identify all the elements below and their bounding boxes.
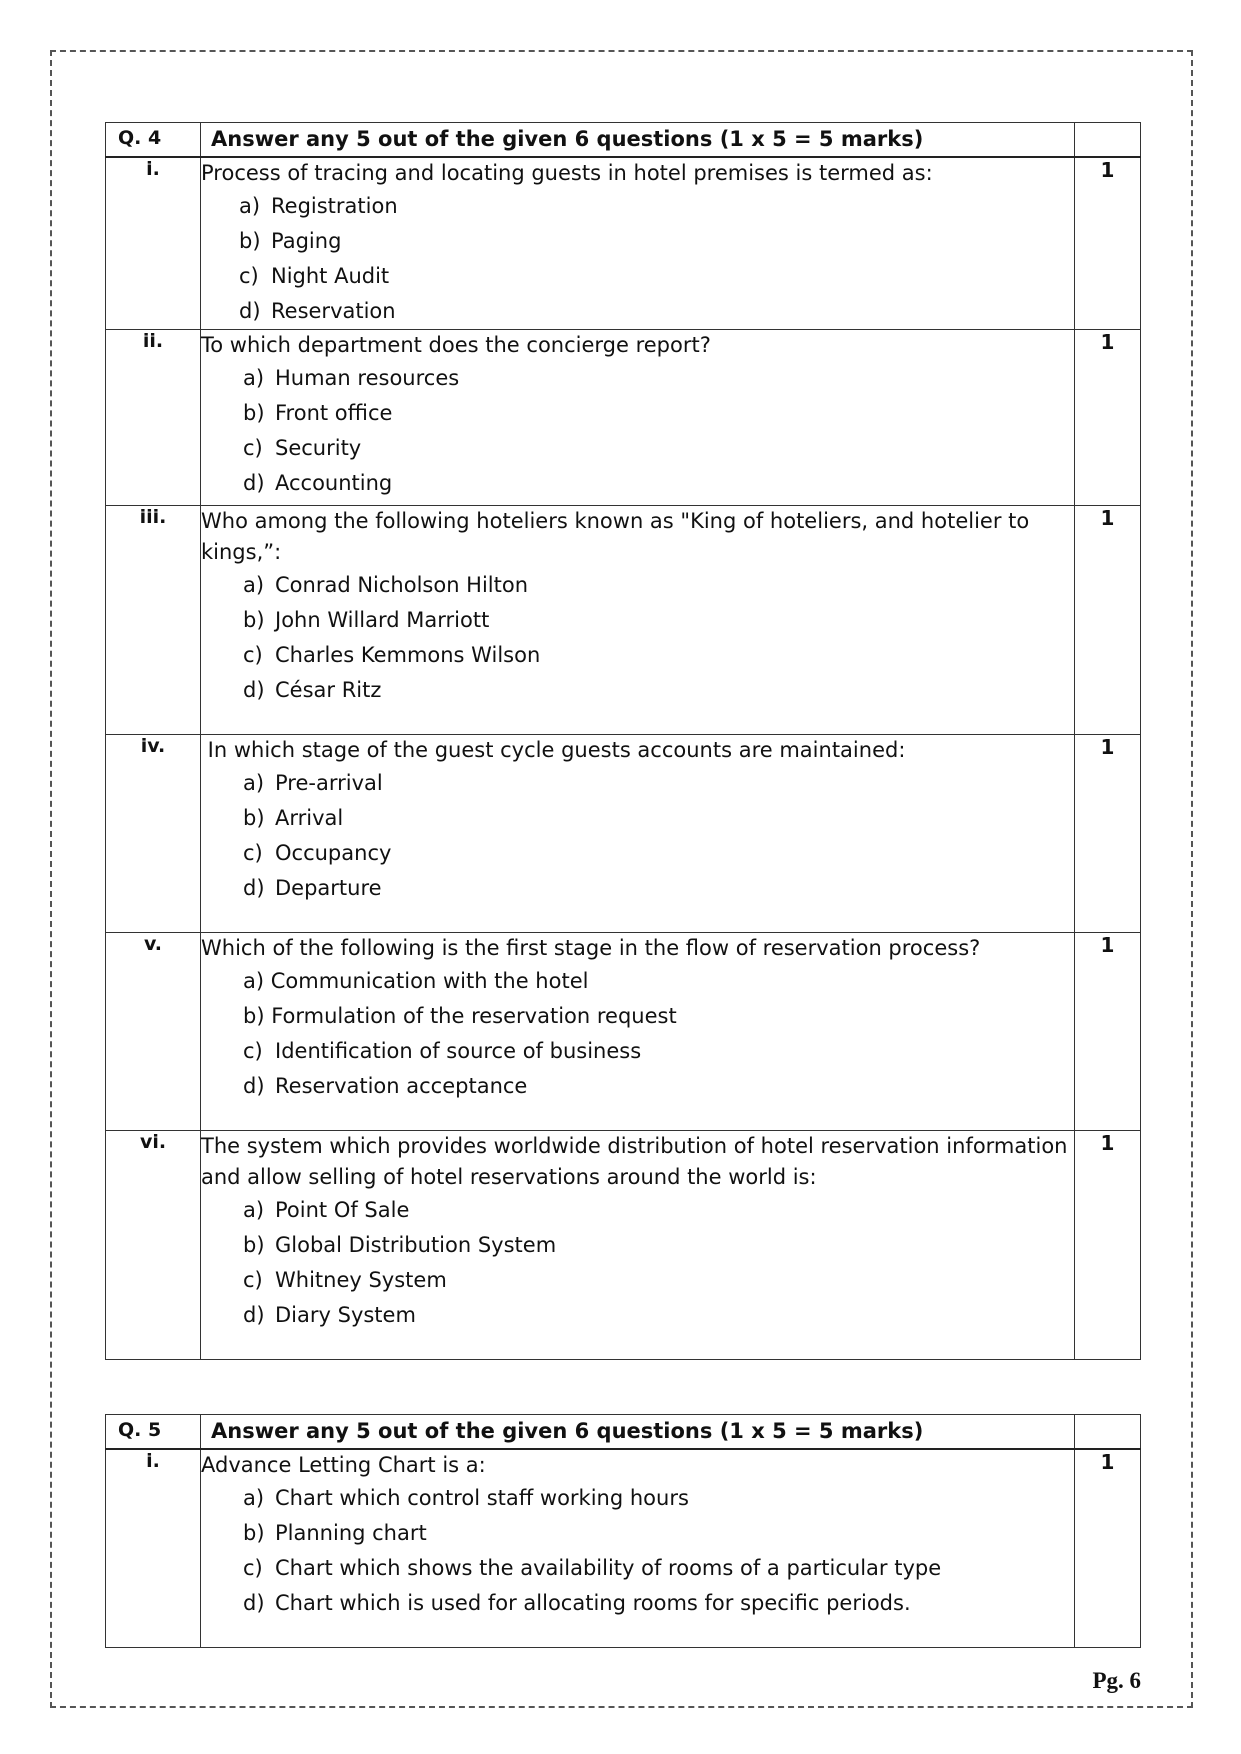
question-4-table (105, 122, 1141, 1360)
question-5-table (105, 1414, 1141, 1648)
question-row (106, 933, 1141, 1131)
marks-cell: 1 (1075, 1449, 1141, 1647)
marks-header-cell (1075, 123, 1141, 158)
question-stem: The system which provides worldwide distribution of hotel reservation information and allow selling of hotel reservations around the world is: (201, 1134, 1068, 1189)
sub-question-number: ii. (106, 330, 201, 506)
question-row (106, 157, 1141, 330)
question-stem: To which department does the concierge report? (201, 333, 711, 357)
question-stem: Advance Letting Chart is a: (201, 1453, 486, 1477)
sub-question-number: iii. (106, 506, 201, 735)
option: d) Departure (243, 876, 382, 900)
option: b) Front office (243, 401, 393, 425)
question-row (106, 506, 1141, 735)
option: d) Accounting (243, 471, 393, 495)
sub-question-number: vi. (106, 1131, 201, 1360)
question-stem: In which stage of the guest cycle guests accounts are maintained: (201, 738, 906, 762)
question-stem: Who among the following hoteliers known as "King of hoteliers, and hotelier to kings,”: (201, 509, 1030, 564)
option: b) Formulation of the reservation request (243, 1004, 677, 1028)
question-row (106, 1131, 1141, 1360)
question-row (106, 330, 1141, 506)
option: d) Reservation acceptance (243, 1074, 528, 1098)
option: d) Chart which is used for allocating rooms for specific periods. (243, 1591, 911, 1615)
sub-question-number: iv. (106, 735, 201, 933)
sub-question-number: i. (106, 157, 201, 330)
option: b) Paging (239, 229, 342, 253)
marks-cell: 1 (1075, 506, 1141, 735)
sub-question-number: v. (106, 933, 201, 1131)
question-number: Q. 5 (106, 1415, 201, 1450)
option: b) John Willard Marriott (243, 608, 490, 632)
question-5-header (106, 1415, 1141, 1450)
question-stem: Process of tracing and locating guests in hotel premises is termed as: (201, 161, 933, 185)
option: c) Whitney System (243, 1268, 447, 1292)
option: c) Security (243, 436, 362, 460)
option: c) Chart which shows the availability of rooms of a particular type (243, 1556, 942, 1580)
option: a) Conrad Nicholson Hilton (243, 573, 529, 597)
option: a) Point Of Sale (243, 1198, 410, 1222)
question-number: Q. 4 (106, 123, 201, 158)
option: a) Pre-arrival (243, 771, 383, 795)
option: c) Occupancy (243, 841, 392, 865)
question-stem: Which of the following is the first stage in the flow of reservation process? (201, 936, 981, 960)
marks-cell: 1 (1075, 735, 1141, 933)
marks-cell: 1 (1075, 157, 1141, 330)
option: b) Planning chart (243, 1521, 427, 1545)
marks-header-cell (1075, 1415, 1141, 1450)
question-instruction: Answer any 5 out of the given 6 questions (1 x 5 = 5 marks) (201, 123, 1075, 158)
question-instruction: Answer any 5 out of the given 6 questions (1 x 5 = 5 marks) (201, 1415, 1075, 1450)
marks-cell: 1 (1075, 933, 1141, 1131)
question-4-header (106, 123, 1141, 158)
option: a) Registration (239, 194, 398, 218)
option: c) Charles Kemmons Wilson (243, 643, 541, 667)
marks-cell: 1 (1075, 1131, 1141, 1360)
option: d) Diary System (243, 1303, 416, 1327)
sub-question-number: i. (106, 1449, 201, 1647)
question-row (106, 1449, 1141, 1647)
option: c) Night Audit (239, 264, 390, 288)
page-number: Pg. 6 (1092, 1668, 1141, 1693)
option: b) Arrival (243, 806, 344, 830)
option: d) Reservation (239, 299, 396, 323)
option: c) Identification of source of business (243, 1039, 642, 1063)
option: b) Global Distribution System (243, 1233, 557, 1257)
option: d) César Ritz (243, 678, 382, 702)
question-row (106, 735, 1141, 933)
marks-cell: 1 (1075, 330, 1141, 506)
option: a) Chart which control staff working hours (243, 1486, 689, 1510)
option: a) Communication with the hotel (243, 969, 589, 993)
option: a) Human resources (243, 366, 460, 390)
